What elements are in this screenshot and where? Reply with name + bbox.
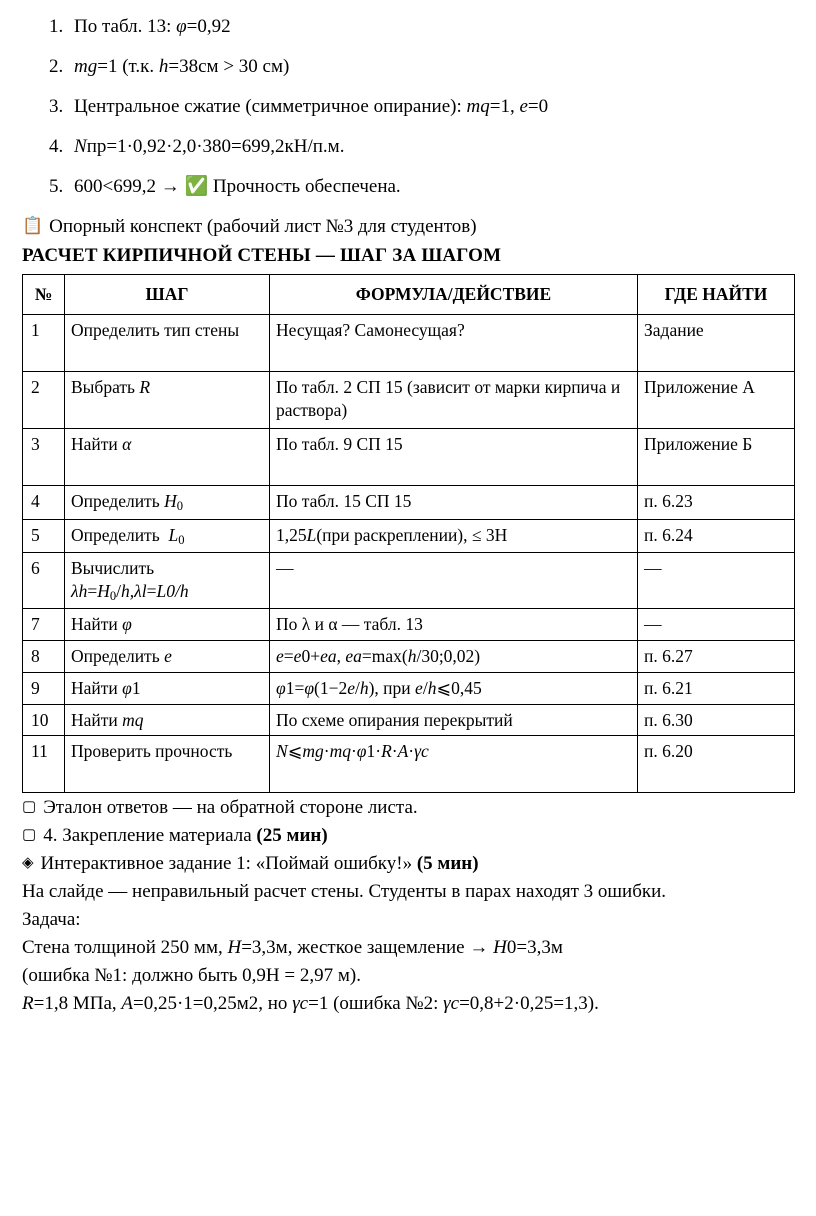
- table-row: [23, 486, 795, 520]
- table-row: [23, 704, 795, 736]
- cell-formula: По табл. 2 СП 15 (зависит от марки кирпича и раствора): [270, 372, 638, 429]
- calculation-steps-table: [22, 274, 795, 793]
- cell-where: п. 6.30: [638, 704, 795, 736]
- lesson-stage-4: [22, 823, 794, 850]
- list-item: 5. 600<699,2 → ✅ Прочность обеспечена.: [68, 174, 794, 201]
- cell-step: Вычислить $\lambda h=H_0/h,\lambda l=L0/h$: [65, 553, 270, 609]
- cell-step: Определить $L_0$: [65, 519, 270, 553]
- cell-number: 6: [23, 553, 65, 609]
- table-row: [23, 372, 795, 429]
- cell-formula: φ1=φ(1−2e/h), при e/h⩽0,45: [270, 672, 638, 704]
- cell-where: п. 6.27: [638, 641, 795, 673]
- list-item: 2. mg=1 (т.к. h=38см > 30 см): [68, 54, 794, 81]
- table-row: [23, 519, 795, 553]
- cell-number: 4: [23, 486, 65, 520]
- table-row: [23, 736, 795, 793]
- table-row: [23, 609, 795, 641]
- cell-step: Найти φ1: [65, 672, 270, 704]
- checkbox-icon: ▢: [22, 827, 37, 844]
- cell-formula: —: [270, 553, 638, 609]
- cell-formula: 1,25L(при раскреплении), ≤ 3Н: [270, 519, 638, 553]
- cell-where: п. 6.24: [638, 519, 795, 553]
- column-header-formula: ФОРМУЛА/ДЕЙСТВИЕ: [270, 275, 638, 315]
- diamond-icon: ◈: [22, 855, 34, 872]
- list-item: 3. Центральное сжатие (симметричное опирание): mq=1, e=0: [68, 94, 794, 121]
- cell-formula: По табл. 15 СП 15: [270, 486, 638, 520]
- table-header-row: [23, 275, 795, 315]
- answer-key-text: Эталон ответов — на обратной стороне листа.: [43, 797, 418, 819]
- cell-step: Выбрать R: [65, 372, 270, 429]
- cell-formula: По λ и α — табл. 13: [270, 609, 638, 641]
- cell-where: —: [638, 553, 795, 609]
- cell-formula: Несущая? Самонесущая?: [270, 315, 638, 372]
- cell-formula: По табл. 9 СП 15: [270, 429, 638, 486]
- numbered-conclusion-list: [22, 14, 794, 201]
- handout-note: [22, 214, 794, 240]
- page-title: РАСЧЕТ КИРПИЧНОЙ СТЕНЫ — ШАГ ЗА ШАГОМ: [22, 245, 502, 267]
- cell-where: Приложение А: [638, 372, 795, 429]
- table-row: [23, 429, 795, 486]
- task-line-2: (ошибка №1: должно быть 0,9H = 2,97 м).: [22, 965, 361, 987]
- table-row: [23, 641, 795, 673]
- cell-number: 5: [23, 519, 65, 553]
- clipboard-icon: 📋: [22, 215, 44, 235]
- column-header-number: №: [23, 275, 65, 315]
- answer-key-note: [22, 795, 794, 822]
- cell-step: Определить e: [65, 641, 270, 673]
- handout-note-text: Опорный конспект (рабочий лист №3 для студентов): [49, 215, 477, 237]
- cell-where: п. 6.20: [638, 736, 795, 793]
- cell-number: 9: [23, 672, 65, 704]
- table-row: [23, 672, 795, 704]
- column-header-step: ШАГ: [65, 275, 270, 315]
- cell-where: Приложение Б: [638, 429, 795, 486]
- lesson-stage-4-text: 4. Закрепление материала (25 мин): [43, 825, 328, 847]
- post-table-notes: [22, 795, 794, 1018]
- cell-number: 10: [23, 704, 65, 736]
- cell-step: Найти α: [65, 429, 270, 486]
- interactive-task-1: [22, 851, 794, 878]
- cell-number: 1: [23, 315, 65, 372]
- cell-step: Найти mq: [65, 704, 270, 736]
- cell-where: —: [638, 609, 795, 641]
- interactive-task-1-text: Интерактивное задание 1: «Поймай ошибку!» (5 мин): [40, 853, 479, 875]
- cell-number: 11: [23, 736, 65, 793]
- list-item: 4. Nпр=1·0,92·2,0·380=699,2кН/п.м.: [68, 134, 794, 161]
- cell-formula: e=e0+ea, ea=max(h/30;0,02): [270, 641, 638, 673]
- cell-where: п. 6.23: [638, 486, 795, 520]
- list-item: 1. По табл. 13: φ=0,92: [68, 14, 794, 41]
- cell-step: Определить $H_0$: [65, 486, 270, 520]
- cell-number: 2: [23, 372, 65, 429]
- cell-where: Задание: [638, 315, 795, 372]
- cell-formula: По схеме опирания перекрытий: [270, 704, 638, 736]
- task-line-1: Стена толщиной 250 мм, H=3,3м, жесткое защемление → H0=3,3м: [22, 937, 563, 959]
- checkbox-icon: ▢: [22, 799, 37, 816]
- cell-step: Проверить прочность: [65, 736, 270, 793]
- task-description: На слайде — неправильный расчет стены. Студенты в парах находят 3 ошибки.: [22, 881, 667, 903]
- cell-where: п. 6.21: [638, 672, 795, 704]
- cell-number: 7: [23, 609, 65, 641]
- task-label: Задача:: [22, 909, 81, 931]
- cell-number: 3: [23, 429, 65, 486]
- column-header-where: ГДЕ НАЙТИ: [638, 275, 795, 315]
- table-row: [23, 315, 795, 372]
- table-row: [23, 553, 795, 609]
- cell-step: Найти φ: [65, 609, 270, 641]
- cell-number: 8: [23, 641, 65, 673]
- cell-formula: N⩽mg·mq·φ1·R·A·γс: [270, 736, 638, 793]
- task-line-3: R=1,8 МПа, A=0,25·1=0,25м2, но γс=1 (ошибка №2: γс=0,8+2·0,25=1,3).: [22, 993, 599, 1015]
- cell-step: Определить тип стены: [65, 315, 270, 372]
